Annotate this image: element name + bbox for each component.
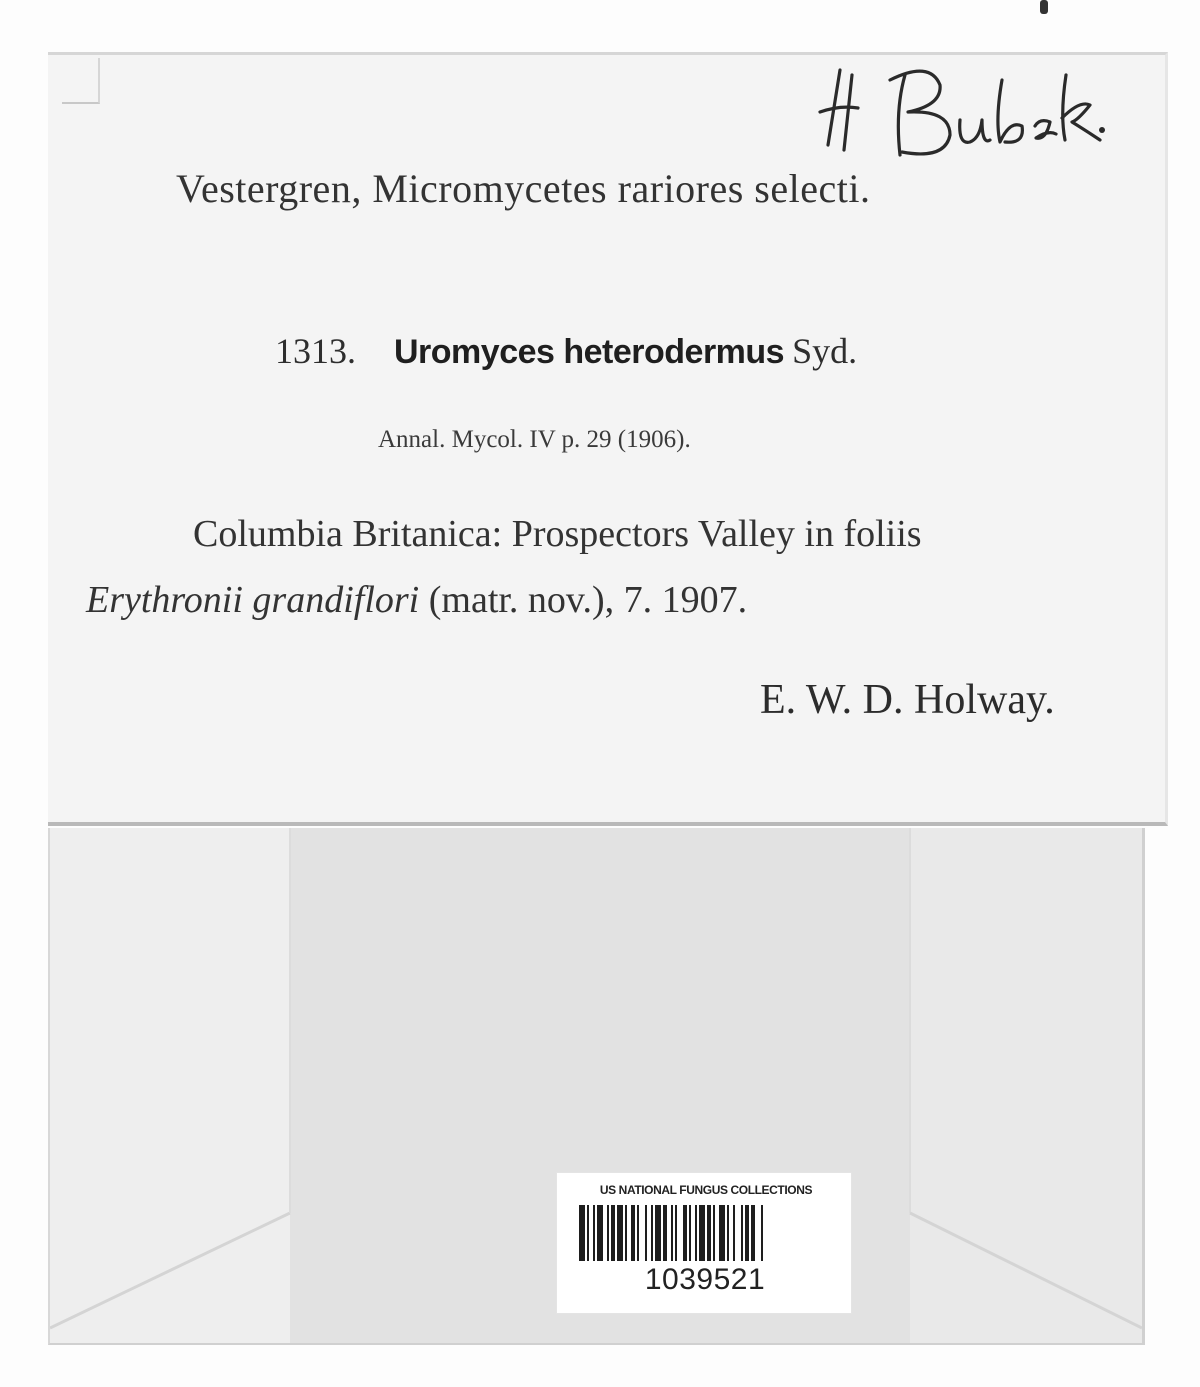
barcode-bar <box>671 1205 673 1261</box>
barcode-bars <box>579 1205 831 1261</box>
species-author: Syd. <box>792 331 858 371</box>
barcode-bar <box>761 1205 763 1261</box>
barcode-bar <box>645 1205 647 1261</box>
locality-line-2 <box>86 578 747 622</box>
label-corner-mark <box>62 58 100 104</box>
literature-citation: Annal. Mycol. IV p. 29 (1906). <box>378 426 691 453</box>
species-entry <box>275 330 857 372</box>
barcode-bar <box>663 1205 667 1261</box>
barcode-bar <box>727 1205 729 1261</box>
barcode-bar <box>751 1205 755 1261</box>
collector-name: E. W. D. Holway. <box>760 677 1055 723</box>
barcode-bar <box>597 1205 603 1261</box>
barcode-bar <box>719 1205 725 1261</box>
barcode-bar <box>579 1205 585 1261</box>
species-name: Uromyces heterodermus <box>394 333 785 371</box>
barcode-bar <box>689 1205 691 1261</box>
barcode-bar <box>651 1205 653 1261</box>
handwritten-determiner-signature <box>810 60 1110 170</box>
barcode-bar <box>707 1205 711 1261</box>
barcode-bar <box>733 1205 735 1261</box>
barcode-number: 1039521 <box>644 1263 766 1296</box>
ink-mark <box>1040 0 1048 14</box>
barcode-bar <box>611 1205 615 1261</box>
barcode-bar <box>741 1205 743 1261</box>
barcode-bar <box>699 1205 705 1261</box>
barcode-bar <box>695 1205 697 1261</box>
barcode-bar <box>625 1205 627 1261</box>
host-plant-name: Erythronii grandiflori <box>86 579 420 621</box>
barcode-bar <box>655 1205 661 1261</box>
barcode-bar <box>631 1205 635 1261</box>
barcode-bar <box>607 1205 609 1261</box>
barcode-bar <box>593 1205 595 1261</box>
barcode-bar <box>617 1205 623 1261</box>
barcode-bar <box>713 1205 715 1261</box>
barcode-institution: US NATIONAL FUNGUS COLLECTIONS <box>599 1183 813 1197</box>
barcode-bar <box>675 1205 677 1261</box>
barcode-bar <box>587 1205 589 1261</box>
barcode-bar <box>745 1205 749 1261</box>
exsiccata-number: 1313. <box>275 331 356 371</box>
barcode-sticker <box>556 1172 852 1314</box>
barcode-bar <box>637 1205 639 1261</box>
exsiccata-series-title: Vestergren, Micromycetes rariores selecti. <box>176 166 871 211</box>
barcode-bar <box>683 1205 687 1261</box>
locality-date: (matr. nov.), 7. 1907. <box>428 579 748 621</box>
locality-line-1: Columbia Britanica: Prospectors Valley in foliis <box>193 513 922 555</box>
